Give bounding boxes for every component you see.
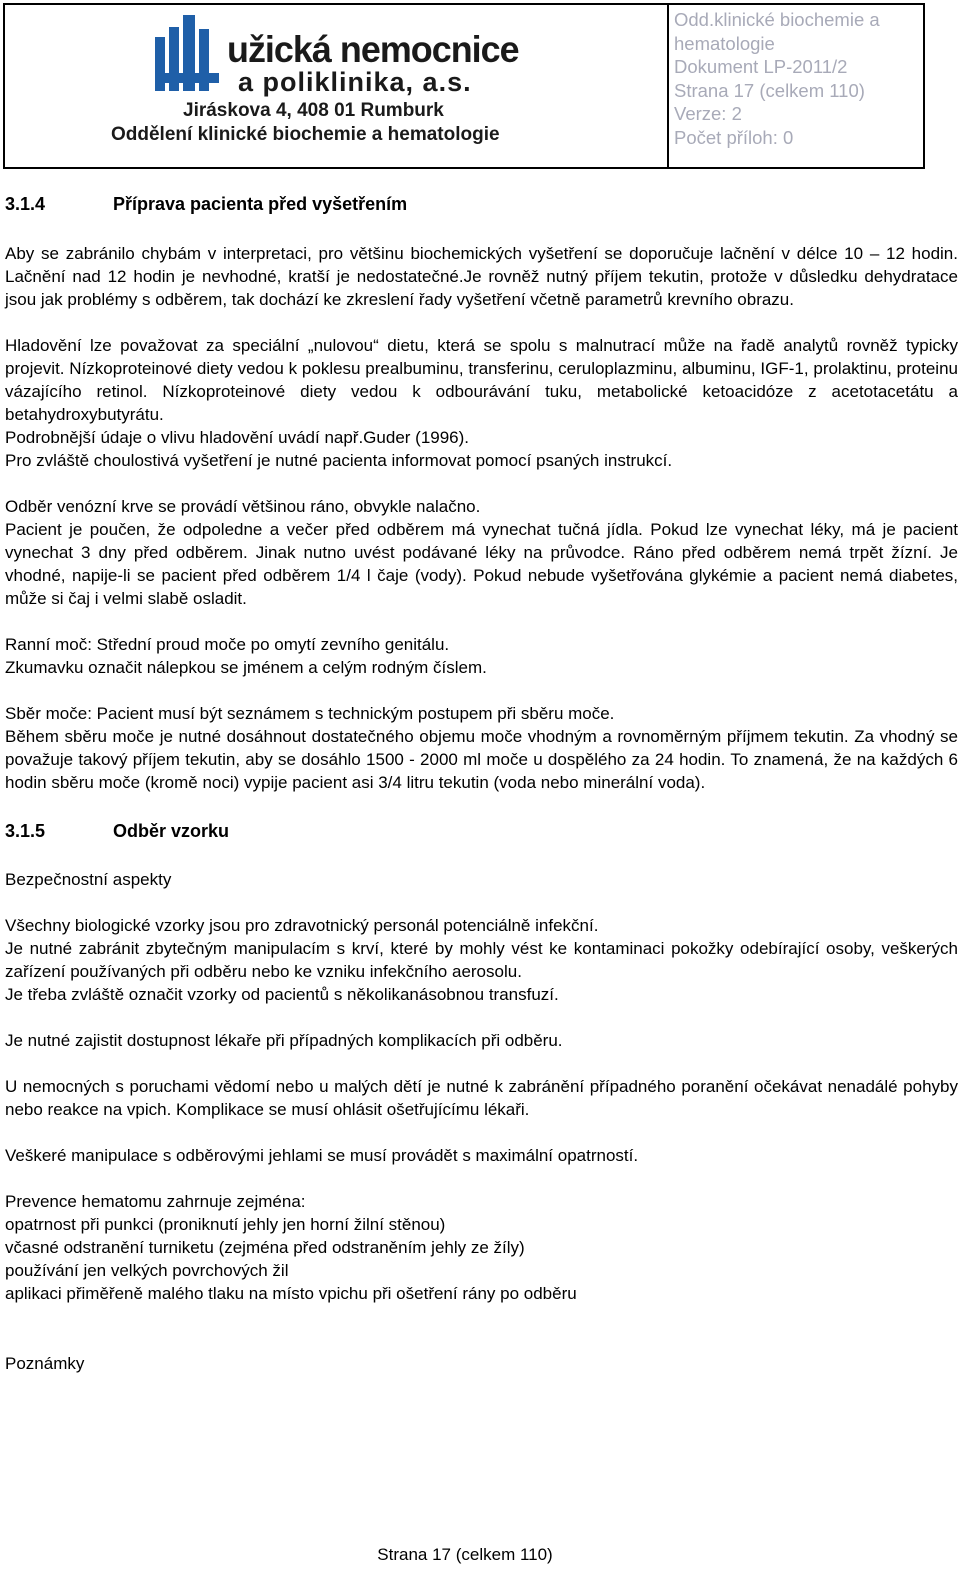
list-item: aplikaci přiměřeně malého tlaku na místo vpichu při ošetření rány po odběru [5, 1284, 577, 1303]
hospital-logo-icon [155, 15, 219, 97]
paragraph: Pro zvláště choulostivá vyšetření je nutné pacienta informovat pomocí psaných instrukcí. [5, 451, 673, 470]
paragraph: Je třeba zvláště označit vzorky od pacientů s několikanásobnou transfuzí. [5, 985, 559, 1004]
paragraph: Podrobnější údaje o vlivu hladovění uvádí např.Guder (1996). [5, 428, 470, 447]
section-title: Odběr vzorku [113, 821, 230, 841]
document-info [669, 5, 923, 167]
notes-heading: Poznámky [5, 1354, 85, 1373]
paragraph: Odběr venózní krve se provádí většinou ráno, obvykle nalačno. [5, 497, 481, 516]
paragraph: Ranní moč: Střední proud moče po omytí zevního genitálu. [5, 635, 450, 654]
logo-title: užická nemocnice [227, 29, 519, 70]
paragraph: Je nutné zajistit dostupnost lékaře při případných komplikacích při odběru. [5, 1031, 563, 1050]
paragraph: Veškeré manipulace s odběrovými jehlami se musí provádět s maximální opatrností. [5, 1146, 639, 1165]
section-heading-3-1-5 [5, 820, 958, 843]
list-intro: Prevence hematomu zahrnuje zejména: [5, 1192, 306, 1211]
info-department-line2: hematologie [674, 32, 775, 54]
paragraph: U nemocných s poruchami vědomí nebo u malých dětí je nutné k zabránění případného poranění očekávat nenadálé pohyby nebo reakce na vpich. Komplikace se musí ohlásit ošetřujícímu lékaři. [5, 1077, 958, 1119]
paragraph: Aby se zabránilo chybám v interpretaci, pro většinu biochemických vyšetření se doporučuje lačnění v délce 10 – 12 hodin. Lačnění nad 12 hodin je nevhodné, kratší je nedostatečné.Je rovněž nutný příjem tekutin, protože v důsledku dehydratace jsou jak problémy s odběrem, tak dochází ke zkreslení řady vyšetření včetně parametrů krevního obrazu. [5, 244, 958, 309]
info-document-id: Dokument LP-2011/2 [674, 56, 848, 77]
logo-subtitle: a poliklinika, a.s. [238, 67, 472, 97]
document-body [5, 193, 958, 1375]
paragraph: Sběr moče: Pacient musí být seznámem s technickým postupem při sběru moče. [5, 704, 615, 723]
section-number: 3.1.4 [5, 194, 46, 214]
hospital-logo-block [5, 5, 669, 167]
logo-department: Oddělení klinické biochemie a hematologie [111, 124, 500, 145]
subheading: Bezpečnostní aspekty [5, 870, 172, 889]
paragraph: Během sběru moče je nutné dosáhnout dostatečného objemu moče vhodným a rovnoměrným příjmem tekutin. Za vhodný se považuje takový příjem tekutin, aby se dosáhlo 1500 - 2000 ml moče u dospělého za 24 hodin. To znamená, že na každých 6 hodin sběru moče (kromě noci) vypije pacient asi 3/4 litru tekutin (voda nebo minerální voda). [5, 727, 958, 792]
paragraph: Všechny biologické vzorky jsou pro zdravotnický personál potenciálně infekční. [5, 916, 599, 935]
info-attachments: Počet příloh: 0 [674, 126, 794, 148]
paragraph: Je nutné zabránit zbytečným manipulacím s krví, které by mohly vést ke kontaminaci pokožky odebírající osoby, veškerých zařízení používaných při odběru nebo ke vzniku infekčního aerosolu. [5, 939, 958, 981]
paragraph: Pacient je poučen, že odpoledne a večer před odběrem má vynechat tučná jídla. Pokud lze vynechat léky, má je pacient vynechat 3 dny před odběrem. Jinak nutno uvést podávané léky na průvodce. Ráno před odběrem nemá trpět žízní. Je vhodné, napije-li se pacient před odběrem 1/4 l čaje (vody). Pokud nebude vyšetřována glykémie a pacient nemá diabetes, může si čaj i velmi slabě osladit. [5, 520, 958, 608]
logo-address: Jiráskova 4, 408 01 Rumburk [183, 100, 444, 121]
paragraph: Hladovění lze považovat za speciální „nulovou“ dietu, která se spolu s malnutrací může na řadě analytů rovněž typicky projevit. Nízkoproteinové diety vedou k poklesu prealbuminu, transferinu, ceruloplazminu, albuminu, IGF-1, prolaktinu, proteinu vázajícího retinol. Nízkoproteinové diety vedou k odbourávání tuku, metabolické ketoacidóze z acetotacetátu a betahydroxybutyrátu. [5, 336, 958, 424]
section-number: 3.1.5 [5, 821, 46, 841]
document-header [3, 3, 925, 169]
paragraph: Zkumavku označit nálepkou se jménem a celým rodným číslem. [5, 658, 487, 677]
list-item: včasné odstranění turniketu (zejména před odstraněním jehly ze žíly) [5, 1238, 525, 1257]
page-footer: Strana 17 (celkem 110) [377, 1545, 553, 1564]
section-title: Příprava pacienta před vyšetřením [113, 194, 408, 214]
section-heading-3-1-4 [5, 193, 958, 216]
info-version: Verze: 2 [674, 103, 742, 124]
info-department-line1: Odd.klinické biochemie a [674, 9, 880, 30]
list-item: používání jen velkých povrchových žil [5, 1261, 289, 1280]
list-item: opatrnost při punkci (proniknutí jehly jen horní žilní stěnou) [5, 1215, 446, 1234]
info-page-count: Strana 17 (celkem 110) [674, 79, 865, 101]
